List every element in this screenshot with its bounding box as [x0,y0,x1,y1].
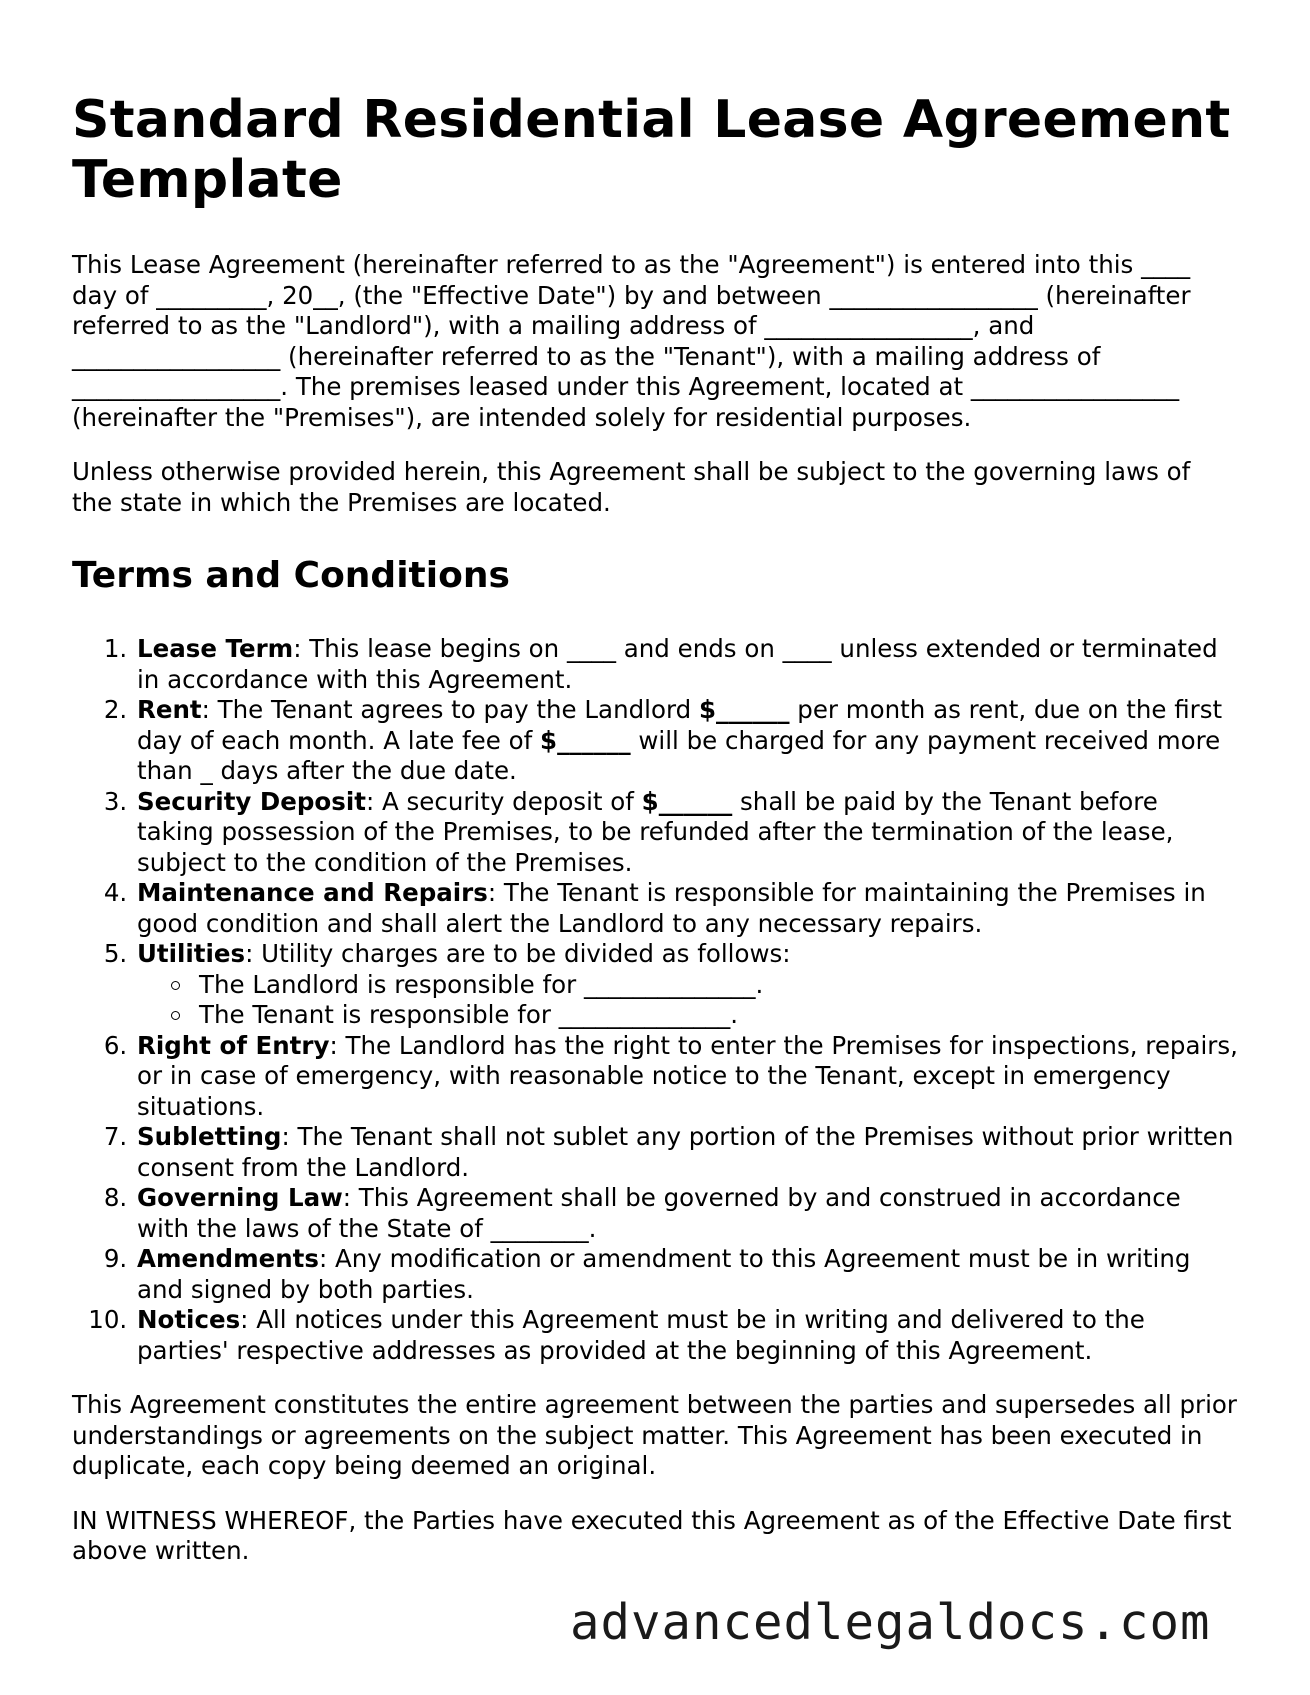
term-label: Maintenance and Repairs [137,878,488,907]
term-label: Notices [137,1305,241,1334]
term-label: Amendments [137,1244,319,1273]
term-label: Governing Law [137,1183,343,1212]
term-text: : Utility charges are to be divided as follows: [245,939,791,968]
term-rent [135,695,1238,787]
utilities-tenant-item: The Tenant is responsible for ______________. [199,1000,1238,1031]
terms-list [72,634,1238,1366]
term-label: Lease Term [137,634,294,663]
term-text: : The Landlord has the right to enter the Premises for inspections, repairs, or in case of emergency, with reasonable notice to the Tenant, except in emergency situations. [137,1030,1238,1121]
term-subletting [135,1122,1238,1183]
intro-paragraph: This Lease Agreement (hereinafter referred to as the "Agreement") is entered into this ____ day of _________, 20__, (the "Effective Date") by and between _________________ (hereinafter referred to as the "Landlord"), with a mailing address of _________________, and _________________ (hereinafter referred to as the "Tenant"), with a mailing address of _________________. The premises leased under this Agreement, located at _________________ (hereinafter the "Premises"), are intended solely for residential purposes. [72,250,1191,432]
term-text: : The Tenant shall not sublet any portion of the Premises without prior written consent from the Landlord. [137,1122,1234,1182]
document-title: Standard Residential Lease Agreement Template [72,90,1231,210]
term-text: : This lease begins on ____ and ends on ____ unless extended or terminated in accordance with this Agreement. [137,634,1218,694]
term-maintenance [135,878,1238,939]
term-text: : A security deposit of [365,786,642,816]
term-text: : This Agreement shall be governed by and construed in accordance with the laws of the State of ________. [137,1183,1181,1243]
term-text: : The Tenant agrees to pay the Landlord [201,695,699,724]
term-lease-term [135,634,1238,695]
term-text: shall be paid by the Tenant before taking possession of the Premises, to be refunded after the termination of the lease, subject to the condition of the Premises. [137,786,1174,877]
term-governing-law [135,1183,1238,1244]
utilities-landlord-item: The Landlord is responsible for ______________. [199,970,1238,1001]
term-right-of-entry [135,1031,1238,1123]
document-page [72,90,1238,1591]
term-utilities [135,939,1238,1031]
term-label: Subletting [137,1122,282,1151]
terms-heading: Terms and Conditions [72,555,510,596]
term-text: will be charged for any payment received more than _ days after the due date. [137,725,1221,785]
term-text: : All notices under this Agreement must be in writing and delivered to the parties' respective addresses as provided at the beginning of this Agreement. [137,1305,1145,1365]
governing-law-paragraph: Unless otherwise provided herein, this Agreement shall be subject to the governing laws of the state in which the Premises are located. [72,457,1191,517]
term-text: : Any modification or amendment to this Agreement must be in writing and signed by both parties. [137,1244,1191,1304]
term-label: Utilities [137,939,246,968]
site-watermark: advancedlegaldocs.com [570,1594,1211,1651]
entire-agreement-paragraph: This Agreement constitutes the entire agreement between the parties and supersedes all prior understandings or agreements on the subject matter. This Agreement has been executed in duplicate, each copy being deemed an original. [72,1390,1237,1480]
term-text: : The Tenant is responsible for maintaining the Premises in good condition and shall alert the Landlord to any necessary repairs. [137,878,1206,938]
utilities-sublist [137,970,1238,1031]
late-fee-amount-blank: $______ [540,725,631,755]
witness-paragraph: IN WITNESS WHEREOF, the Parties have executed this Agreement as of the Effective Date first above written. [72,1505,1232,1565]
term-label: Right of Entry [137,1030,330,1060]
term-amendments [135,1244,1238,1305]
term-label: Rent [137,695,202,724]
deposit-amount-blank: $______ [641,786,733,816]
term-security-deposit [135,787,1238,879]
term-text: per month as rent, due on the first day of each month. A late fee of [137,695,1223,755]
rent-amount-blank: $______ [698,695,790,724]
term-notices [135,1305,1238,1366]
term-label: Security Deposit [137,786,366,816]
